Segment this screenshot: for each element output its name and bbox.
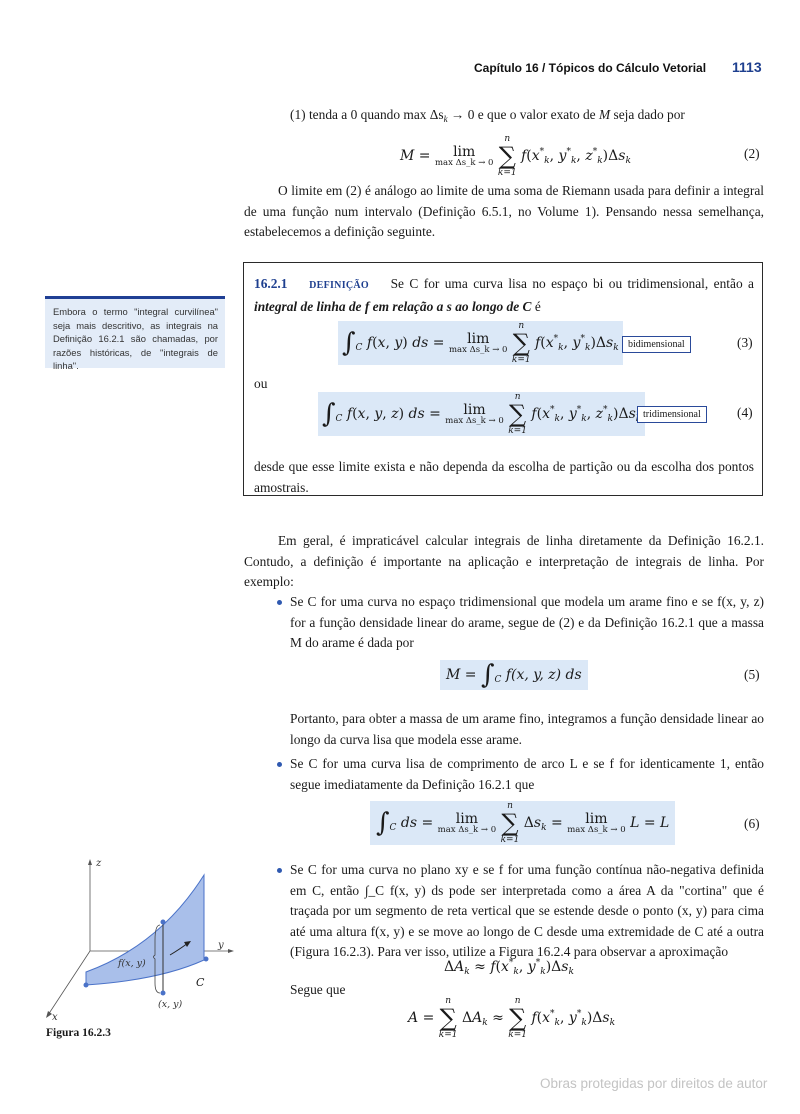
bullet-1-text: Se C for uma curva no espaço tridimensional que modela um arame fino e se f(x, y, z) for a função densidade linear do arame, segue de (2) e da Definição 16.2.1 que a massa M do arame é dada por [290, 594, 764, 650]
svg-text:z: z [96, 858, 102, 869]
equation-delta-a: $\Delta A_k \approx f(x^*_k$, $y^*_k)\Delta s_k$ [444, 958, 574, 977]
svg-text:x: x [52, 1012, 58, 1023]
bullet-1-after: Portanto, para obter a massa de um arame fino, integramos a função densidade linear ao longo da curva lisa que modela esse arame. [290, 711, 764, 747]
equation-5-number: (5) [744, 667, 760, 682]
equation-area: A = n ∑ k=1 $\Delta A_k$ ≈ n ∑ k=1 $f(x^*_k$, $y^*_k)\Delta s_k$ [408, 996, 616, 1040]
figure-curtain-diagram [40, 855, 240, 1025]
svg-text:(x, y): (x, y) [158, 999, 183, 1010]
bullet-3-text: Se C for uma curva no plano xy e se f for uma função contínua não-negativa definida em C, então ∫_C f(x, y) ds pode ser interpretada como a área A da "cortina" que é traçada por um segmento de reta vertical que se estende desde o ponto (x, y) para cima até uma altura f(x, y) e se move ao longo de C desde uma extremidade de C até a outra (Figura 16.2.3). Para ver isso, utilize a Figura 16.2.4 para observar a aproximação [290, 862, 764, 959]
intro-line: (1) tenda a 0 quando $\max \Delta s_k \to 0$ e que o valor exato de M seja dado por [290, 107, 685, 124]
equation-4-number: (4) [737, 405, 753, 420]
bullet-icon [277, 600, 282, 605]
follows-text: Segue que [290, 982, 346, 997]
bullet-2-text: Se C for uma curva lisa de comprimento de arco L e se f for identicamente 1, então segue imediatamente da Definição 16.2.1 que [290, 756, 764, 792]
sidenote: Embora o termo "integral curvilínea" seja mais descritivo, as integrais na Definição 16.2.1 são chamadas, por razões históricas, de "integrais de linha". [45, 296, 225, 368]
equation-3: $\int_C$ f(x, y) ds = lim max Δs_k → 0 n ∑ k=1 $f(x^*_k$, $y^*_k)\Delta s_k$ [338, 321, 623, 365]
copyright-watermark: Obras protegidas por direitos de autor [540, 1076, 768, 1091]
bullet-icon [277, 762, 282, 767]
svg-text:f(x, y): f(x, y) [118, 958, 146, 969]
tridimensional-tag: tridimensional [637, 406, 707, 423]
chapter-title: Capítulo 16 / Tópicos do Cálculo Vetorial [474, 61, 707, 75]
equation-6: $\int_C$ ds = lim max Δs_k → 0 n ∑ k=1 $\Delta s_k$ = lim max Δs_k → 0 L = L [370, 801, 675, 845]
bidimensional-tag: bidimensional [622, 336, 691, 353]
equation-4: $\int_C$ f(x, y, z) ds = lim max Δs_k → 0 n ∑ k=1 $f(x^*_k$, $y^*_k$, $z^*_k)\Delta s$ [318, 392, 645, 436]
equation-2-number: (2) [744, 146, 760, 161]
svg-text:C: C [196, 976, 205, 989]
equation-3-number: (3) [737, 335, 753, 350]
equation-2: M = lim max Δs_k → 0 n ∑ k=1 $f(x^*_k$, $y^*_k$, $z^*_k)\Delta s_k$ [400, 134, 631, 178]
body-paragraph: Em geral, é impraticável calcular integrais de linha diretamente da Definição 16.2.1. Contudo, a definição é importante na aplicação e interpretação de integrais de linha. Por exemplo: [244, 533, 764, 589]
equation-5: $M = \int_C$ f(x, y, z) ds [440, 660, 588, 690]
equation-6-number: (6) [744, 816, 760, 831]
bullet-icon [277, 868, 282, 873]
definition-heading: 16.2.1 DEFINIÇÃO Se C for uma curva lisa no espaço bi ou tridimensional, então a integral de linha de f em relação a s ao longo de C é [254, 276, 754, 314]
definition-closing: desde que esse limite exista e não dependa da escolha de partição ou da escolha dos pontos amostrais. [254, 459, 754, 495]
svg-text:y: y [218, 940, 224, 951]
or-text: ou [254, 376, 268, 391]
figure-caption: Figura 16.2.3 [46, 1027, 111, 1039]
page-number: 1113 [732, 59, 762, 75]
intro-paragraph: O limite em (2) é análogo ao limite de uma soma de Riemann usada para definir a integral de uma função num intervalo (Definição 6.5.1, no Volume 1). Pensando nessa semelhança, estabelecemos a definição seguinte. [244, 183, 764, 239]
